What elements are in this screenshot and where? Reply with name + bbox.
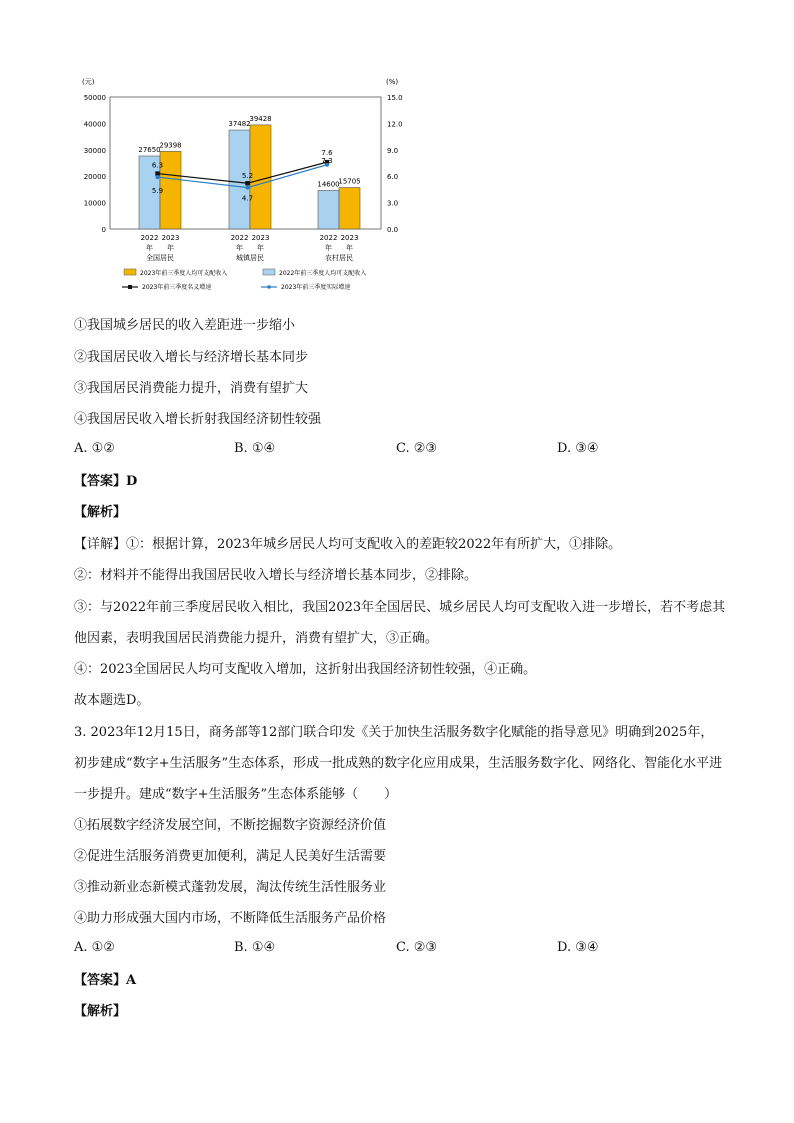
q2-detail-3: ③：与2022年前三季度居民收入相比，我国2023年全国居民、城乡居民人均可支配收入进一步增长，若不考虑其他因素，表明我国居民消费能力提升，消费有望扩大，③正确。: [74, 600, 726, 646]
category-year-2022: 2022: [140, 234, 159, 242]
nominal-growth-point: [245, 181, 249, 185]
left-tick-label: 10000: [83, 199, 106, 208]
q2-answer: 【答案】D: [74, 474, 138, 489]
bar-2022-value-label: 14600: [317, 180, 340, 189]
left-tick-label: 40000: [83, 120, 106, 129]
legend-marker-real: [267, 285, 271, 289]
left-axis-unit: (元): [82, 78, 95, 86]
income-chart-svg: [78, 72, 418, 302]
bar-2023-value-label: 15705: [338, 177, 361, 186]
real-growth-point: [156, 175, 160, 179]
q2-option-c: C. ②③: [396, 441, 438, 456]
category-year-2022: 2022: [319, 234, 338, 242]
q3-option-d: D. ③④: [557, 940, 599, 955]
category-nian: 年: [236, 244, 243, 252]
nominal-growth-label: 6.3: [151, 161, 164, 170]
category-name: 城镇居民: [236, 254, 264, 262]
category-year-2023: 2023: [340, 234, 359, 242]
q2-item-1: ①我国城乡居民的收入差距进一步缩小: [74, 318, 296, 333]
real-growth-label: 5.9: [151, 187, 164, 196]
q3-item-1: ①拓展数字经济发展空间，不断挖掘数字资源经济价值: [74, 818, 387, 833]
q3-stem: 3. 2023年12月15日，商务部等12部门联合印发《关于加快生活服务数字化赋能的指导意见》明确到2025年，初步建成“数字+生活服务”生态体系，形成一批成熟的数字化应用成果，生活服务数字化、网络化、智能化水平进一步提升。建成“数字+生活服务”生态体系能够（ ）: [74, 725, 723, 802]
right-tick-label: 12.0: [387, 120, 403, 129]
category-year-2022: 2022: [230, 234, 249, 242]
q3-option-b: B. ①④: [234, 940, 276, 955]
category-nian: 年: [325, 244, 332, 252]
q2-analysis-heading: 【解析】: [74, 505, 127, 520]
category-nian: 年: [346, 244, 353, 252]
nominal-growth-label: 5.2: [241, 172, 254, 181]
category-name: 全国居民: [146, 254, 174, 262]
left-tick-label: 20000: [83, 173, 106, 182]
bar-2023-value-label: 29398: [159, 141, 182, 150]
right-tick-label: 3.0: [387, 199, 399, 208]
legend-label-2023: 2023年前三季度人均可支配收入: [140, 270, 228, 277]
q2-detail-1: 【详解】①：根据计算，2023年城乡居民人均可支配收入的差距较2022年有所扩大，①排除。: [74, 537, 622, 552]
q2-options: [74, 441, 724, 461]
left-tick-label: 0: [101, 226, 106, 234]
income-chart: [78, 72, 418, 302]
bar-2022-value-label: 27650: [138, 146, 161, 155]
right-tick-label: 15.0: [387, 94, 403, 102]
category-nian: 年: [146, 244, 153, 252]
bar-2023-value-label: 39428: [249, 114, 272, 123]
q2-detail-2: ②：材料并不能得出我国居民收入增长与经济增长基本同步，②排除。: [74, 568, 478, 583]
q3-answer: 【答案】A: [74, 973, 137, 988]
real-growth-label: 4.7: [241, 194, 254, 203]
right-tick-label: 6.0: [387, 173, 399, 182]
q2-option-a: A. ①②: [74, 441, 115, 456]
bar-2022: [318, 190, 339, 229]
bar-2023: [250, 125, 271, 229]
bar-2023: [339, 188, 360, 229]
legend-label-2022: 2022年前三季度人均可支配收入: [279, 270, 367, 277]
right-axis-unit: (%): [386, 78, 399, 86]
q3-analysis-heading: 【解析】: [74, 1004, 127, 1019]
legend-swatch-2023: [124, 269, 136, 275]
right-tick-label: 9.0: [387, 146, 399, 155]
nominal-growth-label: 7.6: [321, 149, 333, 158]
left-tick-label: 30000: [83, 146, 106, 155]
left-tick-label: 50000: [83, 94, 106, 102]
q2-conclusion: 故本题选D。: [74, 693, 150, 708]
q3-option-a: A. ①②: [74, 940, 115, 955]
legend-marker-nominal: [128, 285, 132, 289]
legend-swatch-2022: [263, 269, 275, 275]
category-name: 农村居民: [325, 254, 353, 262]
q3-item-3: ③推动新业态新模式蓬勃发展，淘汰传统生活性服务业: [74, 880, 387, 895]
q2-detail-4: ④：2023全国居民人均可支配收入增加，这折射出我国经济韧性较强，④正确。: [74, 662, 537, 677]
real-growth-label: 7.3: [321, 156, 333, 165]
q2-option-b: B. ①④: [234, 441, 276, 456]
q2-option-d: D. ③④: [557, 441, 599, 456]
legend-label-nominal: 2023年前三季度名义增速: [142, 284, 212, 291]
q3-options: [74, 940, 724, 960]
q3-item-4: ④助力形成强大国内市场，不断降低生活服务产品价格: [74, 911, 387, 926]
category-nian: 年: [257, 244, 264, 252]
legend-label-real: 2023年前三季度实际增速: [281, 284, 351, 291]
q3-option-c: C. ②③: [396, 940, 438, 955]
q3-item-2: ②促进生活服务消费更加便利，满足人民美好生活需要: [74, 849, 387, 864]
real-growth-point: [246, 186, 250, 190]
category-year-2023: 2023: [251, 234, 270, 242]
bar-2023: [160, 151, 181, 229]
bar-2022-value-label: 37482: [228, 120, 251, 129]
category-year-2023: 2023: [161, 234, 180, 242]
category-nian: 年: [167, 244, 174, 252]
q2-item-2: ②我国居民收入增长与经济增长基本同步: [74, 350, 309, 365]
right-tick-label: 0.0: [387, 226, 399, 234]
q2-item-3: ③我国居民消费能力提升，消费有望扩大: [74, 381, 309, 396]
q2-item-4: ④我国居民收入增长折射我国经济韧性较强: [74, 412, 322, 427]
